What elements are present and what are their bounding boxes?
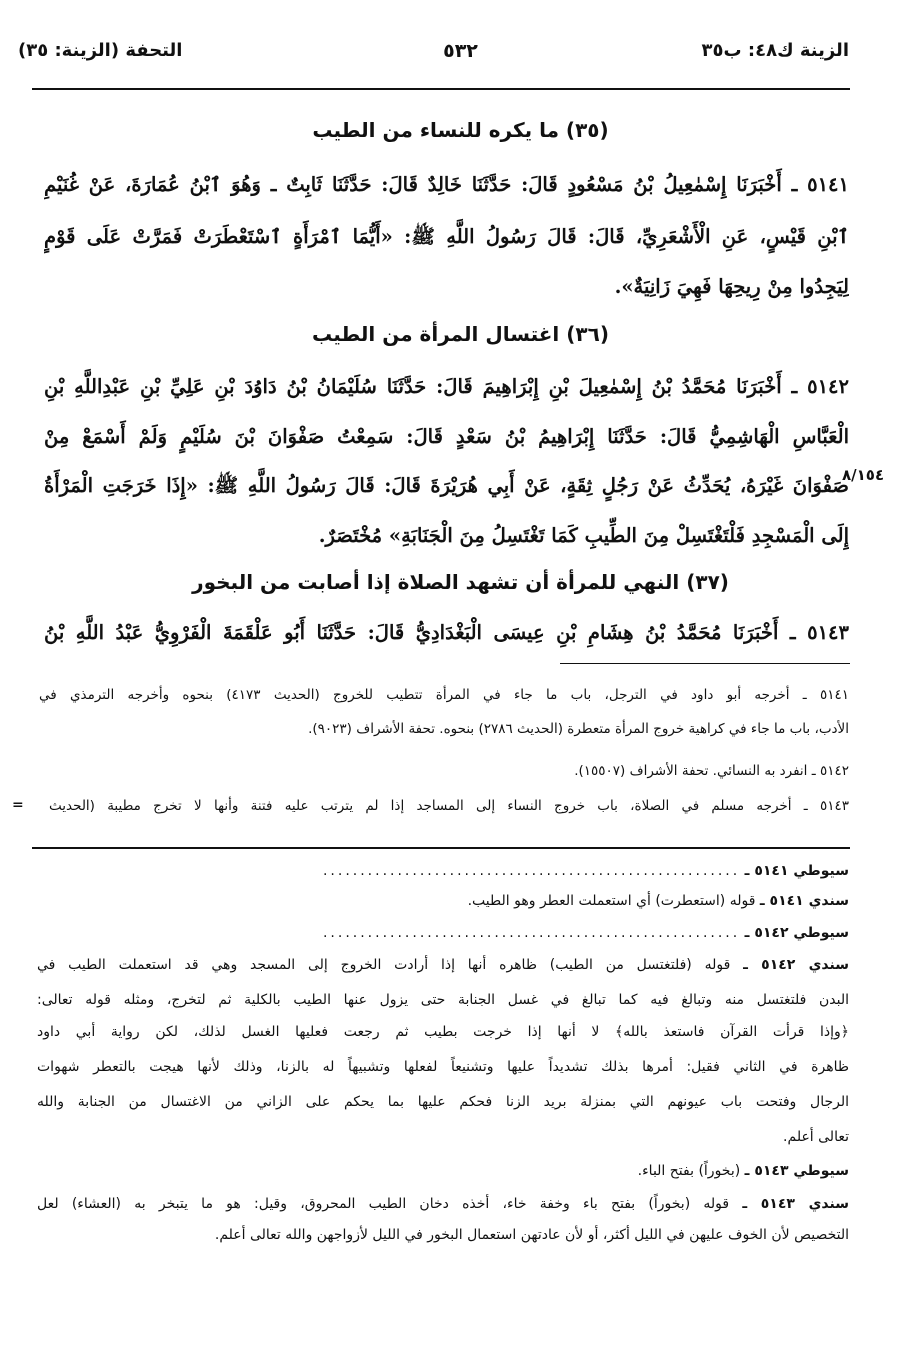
continuation-mark: =	[12, 797, 24, 813]
commentary-label: سيوطي ٥١٤٢ ـ	[744, 925, 849, 941]
commentary-label: سيوطي ٥١٤١ ـ	[744, 863, 849, 879]
commentary-line	[37, 1087, 849, 1117]
commentary-label: سندي ٥١٤٣ ـ	[742, 1196, 849, 1212]
commentary-text: التخصيص لأن الخوف عليهن في الليل أكثر، أو لأن عادتهن استعمال البخور في الليل لأزواجهن والله تعالى أعلم.	[214, 1227, 849, 1243]
page-number: ٥٣٢	[443, 40, 478, 62]
hadith-line: ٥١٤٣ ـ أَخْبَرَنَا مُحَمَّدُ بْنُ هِشَامِ بْنِ عِيسَى الْبَغْدَادِيُّ قَالَ: حَدَّثَنَا أَبُو عَلْقَمَةَ الْفَرْوِيُّ عَبْدُ اللَّهِ بْنُ	[44, 621, 849, 644]
commentary-text: الرجال وفتحت باب عيونهم التي بمنزلة بريد الزنا فحكم عليها بما يحكم على الزاني من الاغتسال من الجنابة والله	[37, 1094, 849, 1110]
footnote-line: ٥١٤١ ـ أخرجه أبو داود في الترجل، باب ما جاء في المرأة تتطيب للخروج (الحديث ٤١٧٣) بنحوه وأخرجه الترمذي في	[39, 687, 849, 703]
commentary-label: سندي ٥١٤١ ـ	[759, 893, 849, 909]
commentary-text: ﴿وإذا قرأت القرآن فاستعذ بالله﴾ لا أنها إذا خرجت بطيب ثم رجعت فعليها الغسل لذلك، لكن رواية أبي داود	[37, 1024, 849, 1040]
commentary-dots: ........................................................	[322, 863, 741, 879]
commentary-line	[37, 1052, 849, 1082]
hadith-line: الْعَبَّاسِ الْهَاشِمِيُّ قَالَ: حَدَّثَنَا إِبْرَاهِيمُ بْنُ سَعْدٍ قَالَ: سَمِعْتُ صَفْوَانَ بْنَ سُلَيْمٍ وَلَمْ أَسْمَعْ مِنْ	[44, 425, 849, 448]
footnote-line: ٥١٤٣ ـ أخرجه مسلم في الصلاة، باب خروج النساء إلى المساجد إذا لم يترتب عليه فتنة وأنها لا تخرج مطيبة (الحديث	[49, 798, 849, 814]
commentary-label: سيوطي ٥١٤٣ ـ	[744, 1163, 849, 1179]
footnote-line: ٥١٤٢ ـ انفرد به النسائي. تحفة الأشراف (١٥٥٠٧).	[574, 763, 849, 779]
commentary-line	[37, 1156, 849, 1186]
hadith-line: ٥١٤٢ ـ أَخْبَرَنَا مُحَمَّدُ بْنُ إِسْمٰعِيلَ بْنِ إِبْرَاهِيمَ قَالَ: حَدَّثَنَا سُلَيْمَانُ بْنُ دَاوُدَ بْنِ عَلِيِّ بْنِ عَبْدِاللَّهِ بْنِ	[44, 375, 849, 398]
commentary-line	[37, 1220, 849, 1250]
header-tuhfa-reference: التحفة (الزينة: ٣٥)	[18, 40, 183, 61]
section-heading: (٣٥) ما يكره للنساء من الطيب	[312, 118, 609, 142]
commentary-line	[37, 1017, 849, 1047]
commentary-line	[37, 985, 849, 1015]
commentary-text: قوله (بخوراً) بفتح باء وخفة خاء، أخذه دخان الطيب المحروق، وقيل: هو ما يتبخر به (العشاء) لعل	[37, 1196, 743, 1212]
hadith-line: إِلَى الْمَسْجِدِ فَلْتَغْتَسِلْ مِنَ الطِّيبِ كَمَا تَغْتَسِلُ مِنَ الْجَنَابَةِ» مُخْتَصَرٌ.	[318, 524, 849, 547]
margin-volume-note: ٨/١٥٤	[842, 466, 885, 484]
commentary-text: قوله (استعطرت) أي استعملت العطر وهو الطيب.	[467, 893, 760, 909]
commentary-text: (بخوراً) بفتح الباء.	[637, 1163, 745, 1179]
commentary-text: قوله (فلتغتسل من الطيب) ظاهره أنها إذا أرادت الخروج إلى المسجد وهي قد استعملت الطيب في	[37, 957, 744, 973]
commentary-text: تعالى أعلم.	[783, 1129, 849, 1145]
hadith-line: ٱبْنِ قَيْسٍ، عَنِ الْأَشْعَرِيِّ، قَالَ: قَالَ رَسُولُ اللَّهِ ﷺ: «أَيُّمَا ٱمْرَأَةٍ ٱسْتَعْطَرَتْ فَمَرَّتْ عَلَى قَوْمٍ	[44, 225, 849, 248]
hadith-line: لِيَجِدُوا مِنْ رِيحِهَا فَهِيَ زَانِيَةٌ».	[614, 275, 849, 298]
commentary-text: ظاهرة في الثاني فقيل: أمرها بذلك تشديداً عليها وتشنيعاً لفعلها وتشبيهاً له بالزنا، وذلك لأنها هيجت بالتعطر شهوات	[37, 1059, 849, 1075]
section-heading: (٣٧) النهي للمرأة أن تشهد الصلاة إذا أصابت من البخور	[192, 570, 729, 594]
commentary-line	[37, 856, 849, 886]
header-rule	[32, 88, 850, 90]
commentary-line	[37, 1189, 849, 1219]
commentary-dots: ........................................................	[322, 925, 741, 941]
commentary-line	[37, 918, 849, 948]
commentary-rule	[32, 847, 850, 849]
commentary-line	[37, 1122, 849, 1152]
header-book-reference: الزينة ك٤٨: ب٣٥	[701, 40, 849, 61]
commentary-line	[37, 950, 849, 980]
commentary-label: سندي ٥١٤٢ ـ	[743, 957, 849, 973]
hadith-line: ٥١٤١ ـ أَخْبَرَنَا إِسْمٰعِيلُ بْنُ مَسْعُودٍ قَالَ: حَدَّثَنَا خَالِدٌ قَالَ: حَدَّثَنَا ثَابِتٌ ـ وَهُوَ ٱبْنُ عُمَارَةَ، عَنْ غُنَيْمِ	[44, 173, 849, 196]
commentary-text: البدن فلتغتسل منه وتبالغ فيه كما تبالغ في غسل الجنابة حتى يزول عنها الطيب بالكلية ثم لتخرج، ومثله قوله تعالى:	[37, 992, 849, 1008]
section-heading: (٣٦) اغتسال المرأة من الطيب	[312, 322, 609, 346]
footnote-line: الأدب، باب ما جاء في كراهية خروج المرأة متعطرة (الحديث ٢٧٨٦) بنحوه. تحفة الأشراف (٩٠٢٣).	[308, 721, 849, 737]
hadith-line: صَفْوَانَ غَيْرَهُ، يُحَدِّثُ عَنْ رَجُلٍ ثِقَةٍ، عَنْ أَبِي هُرَيْرَةَ قَالَ: قَالَ رَسُولُ اللَّهِ ﷺ: «إِذَا خَرَجَتِ الْمَرْأَةُ	[44, 474, 849, 497]
commentary-line	[37, 886, 849, 916]
footnote-rule	[560, 663, 850, 664]
